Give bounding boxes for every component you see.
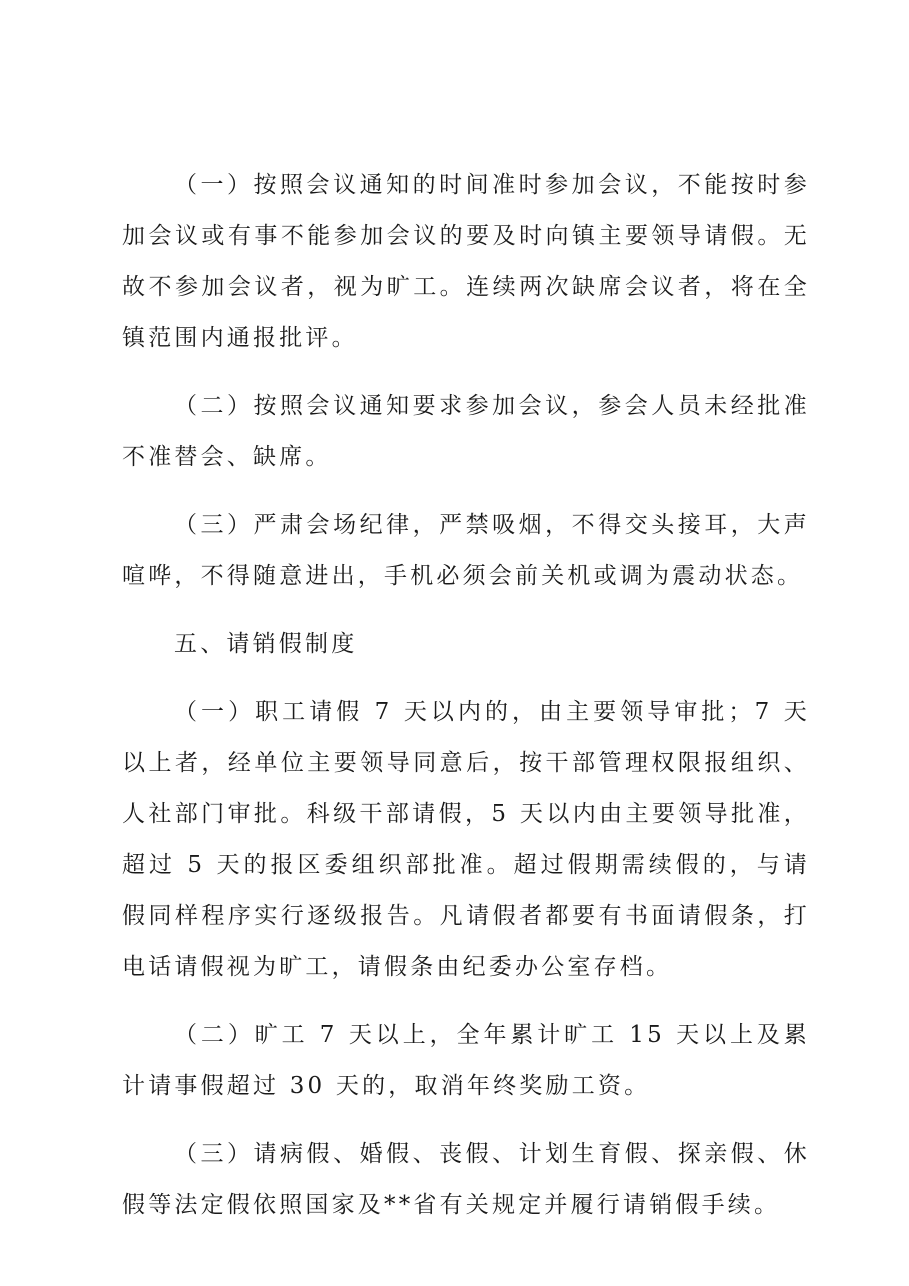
paragraph-meeting-discipline: （三）严肃会场纪律，严禁吸烟，不得交头接耳，大声喧哗，不得随意进出，手机必须会前关机或调为震动状态。 xyxy=(122,512,810,589)
paragraph-leave-approval: （一）职工请假 7 天以内的，由主要领导审批；7 天以上者，经单位主要领导同意后，按干部管理权限报组织、人社部门审批。科级干部请假，5 天以内由主要领导批准，超过 5 天的报区委组织部批准。超过假期需续假的，与请假同样程序实行逐级报告。凡请假者都要有书面请假条，打电话请假视为旷工，请假条由纪委办公室存档。 xyxy=(122,699,810,980)
paragraph-statutory-leave: （三）请病假、婚假、丧假、计划生育假、探亲假、休假等法定假依照国家及**省有关规定并履行请销假手续。 xyxy=(122,1141,810,1218)
paragraph-meeting-attendance: （一）按照会议通知的时间准时参加会议，不能按时参加会议或有事不能参加会议的要及时向镇主要领导请假。无故不参加会议者，视为旷工。连续两次缺席会议者，将在全镇范围内通报批评。 xyxy=(122,172,810,351)
paragraph-absence-penalty: （二）旷工 7 天以上，全年累计旷工 15 天以上及累计请事假超过 30 天的，取消年终奖励工资。 xyxy=(122,1022,810,1099)
section-heading-leave-system: 五、请销假制度 xyxy=(174,631,358,657)
document-body xyxy=(122,160,810,1248)
paragraph-meeting-requirements: （二）按照会议通知要求参加会议，参会人员未经批准不准替会、缺席。 xyxy=(122,393,810,470)
